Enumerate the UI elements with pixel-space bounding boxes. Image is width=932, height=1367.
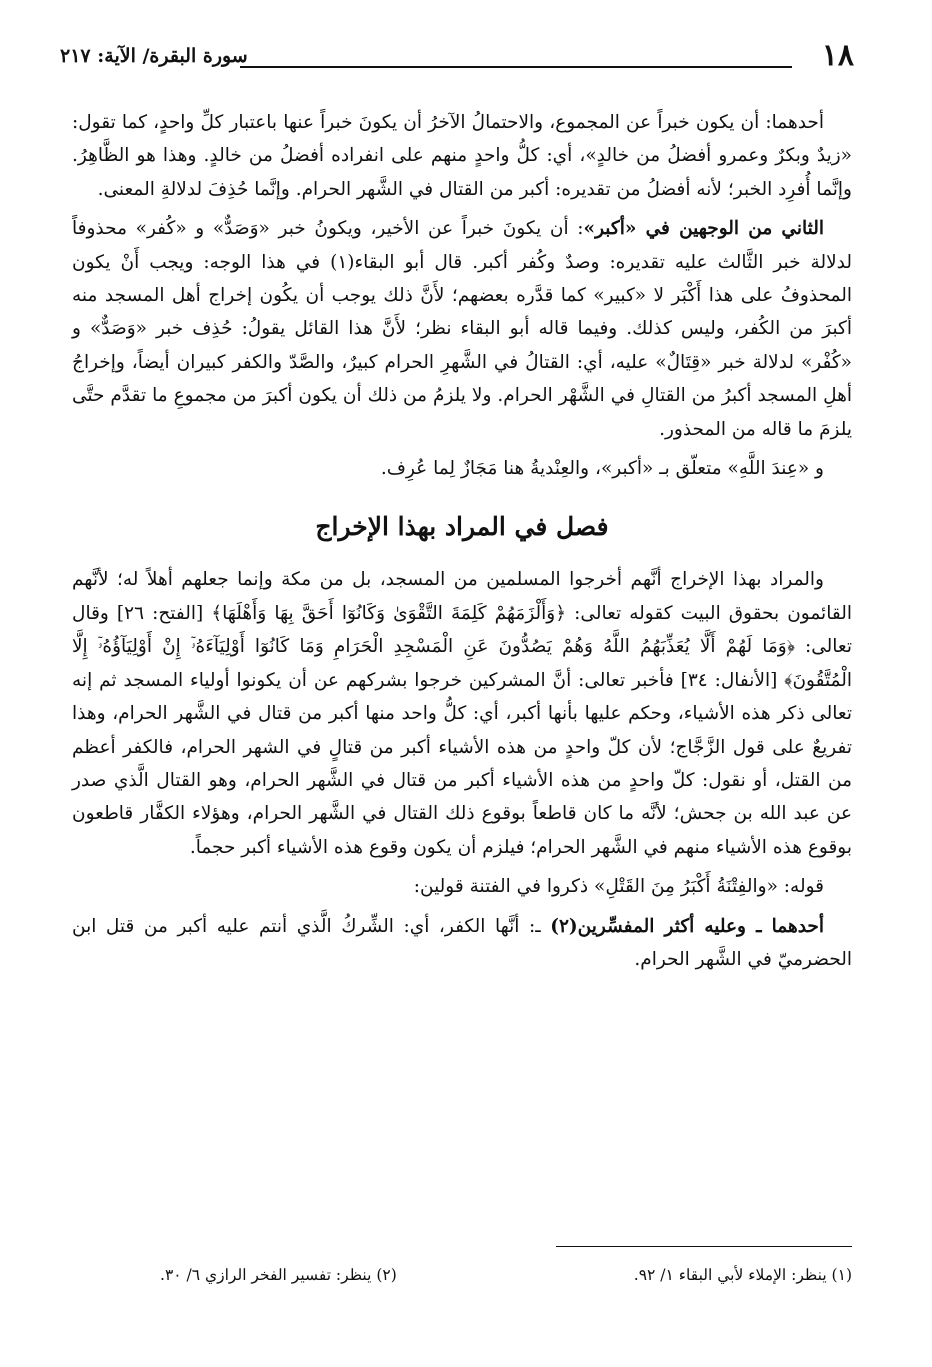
paragraph: قوله: «والفِتْنَةُ أَكْبَرُ مِنَ القَتْلِ» ذكروا في الفتنة قولين:: [413, 876, 824, 898]
page-number: ١٨: [821, 38, 854, 73]
running-title: سورة البقرة/ الآية: ٢١٧: [60, 45, 248, 67]
paragraph: [72, 910, 852, 977]
page-header: [60, 36, 854, 76]
footnote: (٢) ينظر: تفسير الفخر الرازي ٦/ ٣٠.: [160, 1266, 397, 1284]
header-rule: [240, 66, 792, 68]
paragraph-lead: أحدهما ـ وعليه أكثر المفسِّرين(٢): [550, 915, 824, 937]
footnote: (١) ينظر: الإملاء لأبي البقاء ١/ ٩٢.: [633, 1266, 852, 1284]
footnote-rule: [556, 1246, 852, 1247]
paragraph: والمراد بهذا الإخراج أنَّهم أخرجوا المسلمين من المسجد، بل من مكة وإنما جعلهم أهلاً له؛ لأنَّهم القائمون بحقوق البيت كقوله تعالى: ﴿وَأَلْزَمَهُمْ كَلِمَةَ التَّقْوَىٰ وَكَانُوٓا أَحَقَّ بِهَا وَأَهْلَهَا﴾ [الفتح: ٢٦] وقال تعالى: ﴿وَمَا لَهُمْ أَلَّا يُعَذِّبَهُمُ اللَّهُ وَهُمْ يَصُدُّونَ عَنِ الْمَسْجِدِ الْحَرَامِ وَمَا كَانُوٓا أَوْلِيَآءَهُۥٓ إِنْ أَوْلِيَآؤُهُۥٓ إِلَّا الْمُتَّقُونَ﴾ [الأنفال: ٣٤] فأخبر تعالى: أنَّ المشركين خرجوا بشركهم عن أن يكونوا أولياء المسجد ثم إنه تعالى ذكر هذه الأشياء، وحكم عليها بأنها أكبر، أي: كلُّ واحد منها أكبر من قتال في الشَّهر الحرام، وهذا تفريعٌ على قول الزَّجَّاج؛ لأن كلّ واحدٍ من هذه الأشياء أكبر من قتالٍ في الشهر الحرام، فالكفر أعظم من القتل، أو نقول: كلّ واحدٍ من هذه الأشياء أكبر من قتال في الشَّهر الحرام، وهو القتال الَّذي صدر عن عبد الله بن جحش؛ لأنَّه ما كان قاطعاً بوقوع ذلك القتال في الشَّهر الحرام، وهؤلاء الكفَّار قاطعون بوقوع هذه الأشياء منهم في الشَّهر الحرام؛ فيلزم أن يكون وقوع هذه الأشياء أكبر حجماً.: [72, 569, 852, 858]
paragraph-body: ـ: أنَّها الكفر، أي: الشِّركُ الَّذي أنتم عليه أكبر من قتل ابن الحضرميّ في الشَّهر الحرام.: [72, 915, 852, 970]
paragraph: أحدهما: أن يكون خبراً عن المجموع، والاحتمالُ الآخرُ أن يكونَ خبراً عنها باعتبار كلِّ واحدٍ، كما تقول: «زيدٌ وبكرٌ وعمرو أفضلُ من خالدٍ»، أي: كلُّ واحدٍ منهم على انفراده أفضلُ من خالدٍ. وهذا هو الظَّاهِرُ. وإنَّما أُفرِد الخبر؛ لأنه أفضلُ من تقديره: أكبر من القتال في الشَّهر الحرام. وإنَّما حُذِفَ لدلالةِ المعنى.: [72, 112, 852, 200]
paragraph: و «عِندَ اللَّهِ» متعلّق بـ «أكبر»، والعِنْديةُ هنا مَجَازٌ لِما عُرِف.: [380, 458, 824, 480]
paragraph-body: : أن يكونَ خبراً عن الأخير، ويكونُ خبر «وَصَدٌّ» و «كُفر» محذوفاً لدلالة خبر الثَّالث عليه تقديره: وصدٌ وكُفر أكبر. قال أبو البقاء(١) في هذا الوجه: ويجب أَنْ يكون المحذوفُ على هذا أَكْبَر لا «كبير» كما قدَّره بعضهم؛ لأَنَّ ذلك يوجب أن يكُون إخراج أهل المسجد منه أكبرَ من الكُفر، وليس كذلك. وفيما قاله أبو البقاء نظر؛ لأَنَّ هذا القائل يقولُ: حُذِف خبر «وَصَدٌّ» و «كُفْر» لدلالة خبر «قِتَالٌ» عليه، أي: القتالُ في الشَّهرِ الحرام كبيرٌ، والصَّدّ والكفر كبيران أيضاً، وإخراجُ أهلِ المسجد أكبرُ من القتالِ في الشَّهْر الحرام. ولا يلزمُ من ذلك أن يكون أكبرَ من مجموعِ ما تقدَّم حتَّى يلزمَ ما قاله من المحذور.: [72, 218, 853, 440]
paragraph: [72, 212, 852, 446]
paragraph-lead: الثاني من الوجهين في «أكبر»: [583, 218, 824, 240]
section-heading: فصل في المراد بهذا الإخراج: [315, 512, 609, 542]
main-text: [72, 106, 852, 976]
